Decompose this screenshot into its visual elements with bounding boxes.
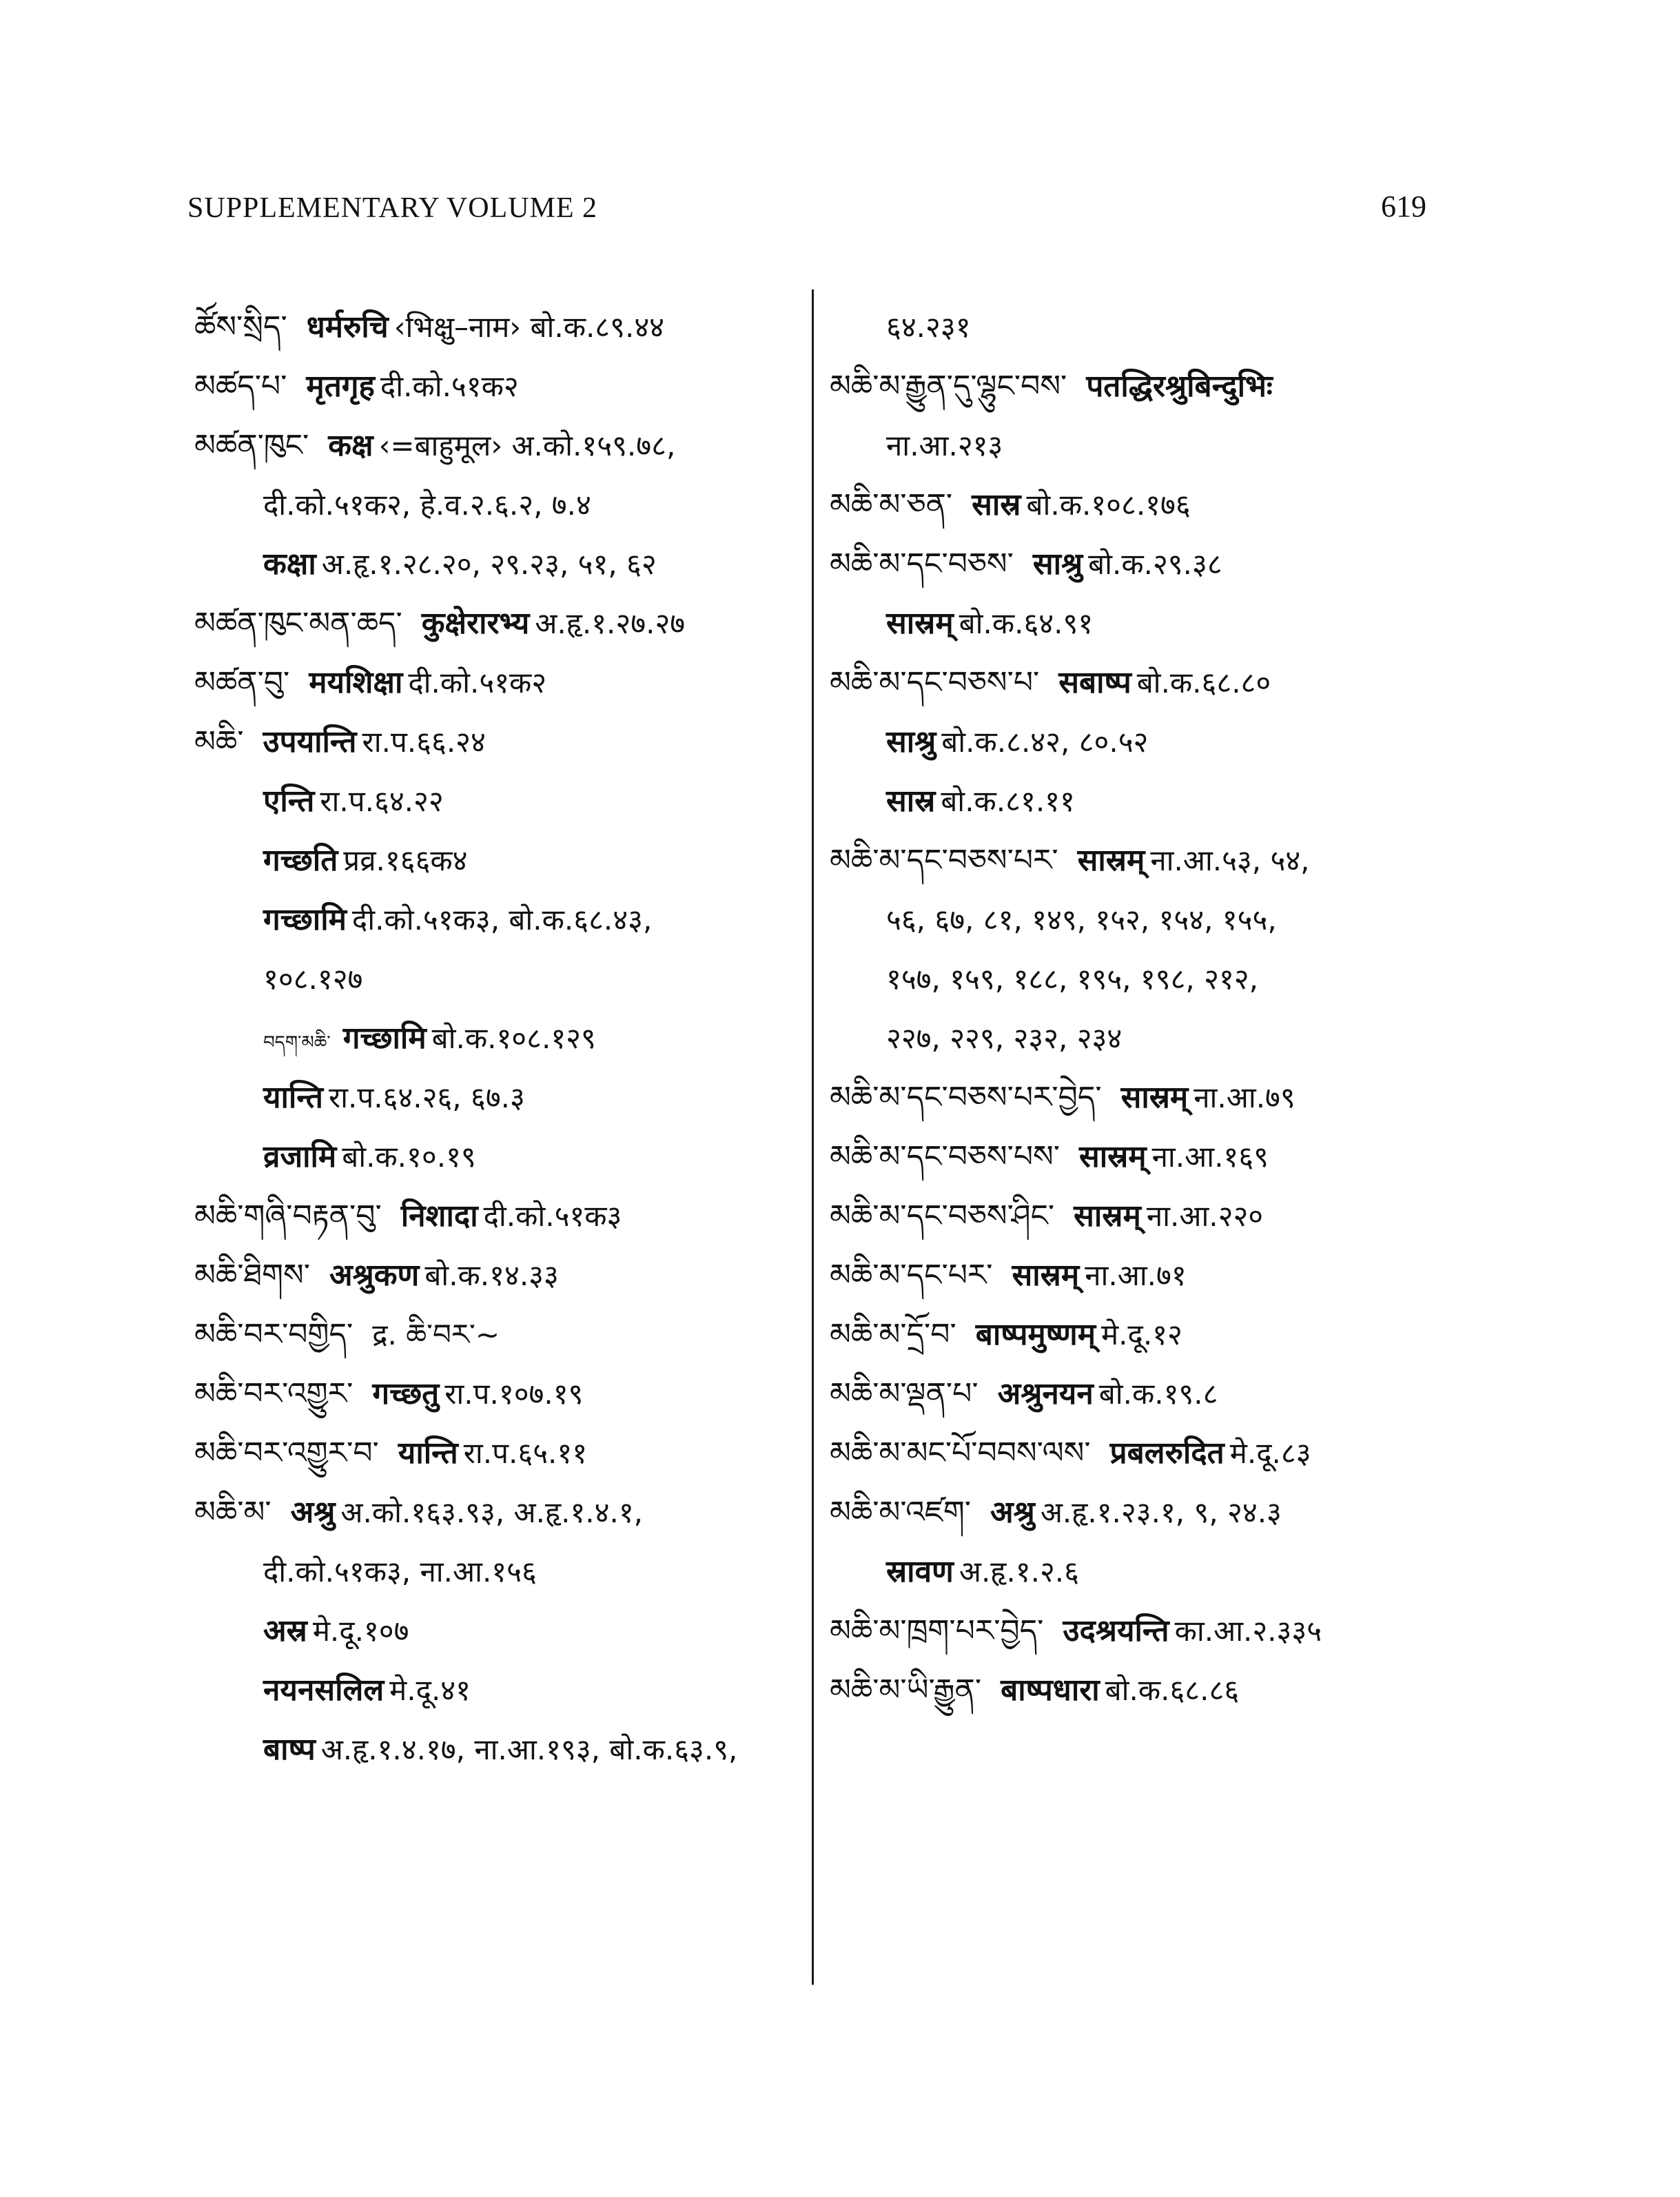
source-reference: बो.क.१०८.१७६	[1026, 488, 1191, 522]
dictionary-entry	[194, 1185, 801, 1245]
entry-continuation	[830, 1541, 1436, 1600]
entry-continuation	[830, 415, 1436, 474]
dictionary-entry	[830, 1067, 1436, 1126]
entry-continuation	[830, 948, 1436, 1008]
tibetan-headword: མཚད་པ་	[194, 369, 287, 404]
dictionary-entry	[194, 711, 801, 770]
sanskrit-equivalent: उदश्रयन्ति	[1063, 1613, 1169, 1648]
entry-continuation	[194, 770, 801, 830]
source-reference: अ.हृ.१.२८.२०, २९.२३, ५१, ६२	[321, 547, 657, 581]
dictionary-entry	[830, 474, 1436, 533]
sanskrit-equivalent: गच्छामि	[342, 1021, 427, 1056]
source-reference: ५६, ६७, ८१, १४९, १५२, १५४, १५५,	[886, 903, 1277, 937]
entry-continuation	[194, 1719, 801, 1778]
dictionary-entry	[194, 1482, 801, 1541]
tibetan-headword: མཆི་གཞི་བརྟན་བུ་	[194, 1198, 382, 1234]
sanskrit-equivalent: सास्रम्	[1078, 1139, 1147, 1174]
dictionary-entry	[194, 1304, 801, 1363]
source-reference: अ.को.१६३.९३, अ.हृ.१.४.१,	[340, 1495, 644, 1529]
source-reference: रा.प.१०७.१९	[444, 1377, 584, 1411]
source-reference: अ.हृ.१.४.१७, ना.आ.१९३, बो.क.६३.९,	[320, 1733, 738, 1766]
sanskrit-equivalent: बाष्पमुष्णम्	[975, 1317, 1096, 1352]
source-reference: ‹=बाहुमूल› अ.को.१५९.७८,	[378, 429, 676, 462]
tibetan-headword: མཚན་བུ་	[194, 665, 290, 700]
source-reference: बो.क.१०८.१२९	[431, 1021, 596, 1055]
sanskrit-equivalent: सास्रम्	[1120, 1080, 1189, 1115]
entry-continuation	[830, 1008, 1436, 1067]
sanskrit-equivalent: बाष्पधारा	[1001, 1673, 1100, 1708]
tibetan-headword: མཆི་མ་ཅན་	[830, 487, 953, 522]
entry-continuation	[194, 474, 801, 533]
source-reference: दी.को.५१क२	[408, 666, 547, 699]
sanskrit-equivalent: कुक्षेरारभ्य	[421, 606, 530, 641]
source-reference: बो.क.६८.८६	[1105, 1673, 1240, 1707]
source-reference: ना.आ.५३, ५४,	[1150, 844, 1310, 877]
dictionary-entry	[194, 1363, 801, 1422]
sanskrit-equivalent: सास्र	[886, 784, 936, 819]
sanskrit-equivalent: मयशिक्षा	[309, 665, 403, 700]
tibetan-headword: མཚན་ཁུང་	[194, 428, 309, 463]
sanskrit-equivalent: सास्रम्	[886, 606, 954, 641]
dictionary-entry	[194, 1422, 801, 1482]
source-reference: द्र. ཆི་བར་~	[372, 1318, 500, 1351]
source-reference: दी.को.५१क२, हे.व.२.६.२, ७.४	[263, 488, 591, 522]
source-reference: बो.क.६४.९१	[959, 606, 1094, 640]
source-reference: ‹भिक्षु–नाम› बो.क.८९.४४	[393, 310, 665, 344]
source-reference: दी.को.५१क३, ना.आ.१५६	[263, 1555, 537, 1588]
dictionary-entry	[830, 1304, 1436, 1363]
entry-continuation	[830, 593, 1436, 652]
sanskrit-equivalent: अश्रुकण	[329, 1258, 420, 1293]
entry-continuation	[830, 711, 1436, 770]
sanskrit-equivalent: सास्रम्	[1012, 1258, 1080, 1293]
source-reference: अ.हृ.१.२७.२७	[535, 606, 686, 640]
source-reference: रा.प.६६.२४	[362, 725, 486, 759]
sanskrit-equivalent: साश्रु	[1032, 546, 1083, 582]
dictionary-entry	[830, 1482, 1436, 1541]
source-reference: बो.क.८.४२, ८०.५२	[941, 725, 1149, 759]
dictionary-entry	[194, 415, 801, 474]
source-reference: मे.दू.८३	[1229, 1436, 1311, 1470]
dictionary-entry	[194, 652, 801, 711]
tibetan-headword: མཆི་མ་ཡི་རྒྱུན་	[830, 1673, 982, 1708]
sanskrit-equivalent: नयनसलिल	[263, 1673, 385, 1708]
sanskrit-equivalent: एन्ति	[263, 784, 315, 819]
tibetan-headword: མཆི་མ་མང་པོ་བབས་ལས་	[830, 1435, 1091, 1471]
page-number: 619	[1381, 190, 1426, 223]
source-reference: बो.क.१९.८	[1098, 1377, 1218, 1411]
tibetan-headword: མཆི་	[194, 724, 244, 759]
left-column	[194, 296, 801, 1778]
dictionary-entry	[194, 1245, 801, 1304]
source-reference: मे.दू.१०७	[312, 1614, 409, 1648]
entry-continuation	[194, 889, 801, 948]
source-reference: २२७, २२९, २३२, २३४	[886, 1021, 1123, 1055]
source-reference: रा.प.६४.२२	[320, 784, 444, 818]
dictionary-entry	[194, 356, 801, 415]
dictionary-entry	[194, 593, 801, 652]
source-reference: का.आ.२.३३५	[1174, 1614, 1322, 1648]
tibetan-headword: མཆི་མ་དང་བཅས་པས་	[830, 1139, 1060, 1174]
dictionary-entry	[830, 652, 1436, 711]
entry-continuation	[830, 296, 1436, 356]
source-reference: रा.प.६४.२६, ६७.३	[328, 1081, 525, 1114]
sanskrit-equivalent: प्रबलरुदित	[1109, 1435, 1225, 1471]
tibetan-headword: མཆི་མ་དྲོ་བ་	[830, 1317, 956, 1352]
entry-continuation	[194, 1600, 801, 1659]
source-reference: अ.हृ.१.२३.१, ९, २४.३	[1040, 1495, 1282, 1529]
dictionary-entry	[194, 296, 801, 356]
tibetan-headword: མཆི་མ་དང་བཅས་པར་	[830, 843, 1058, 878]
sanskrit-equivalent: अश्रुनयन	[997, 1376, 1094, 1411]
sanskrit-equivalent: गच्छति	[263, 843, 338, 878]
entry-continuation	[830, 889, 1436, 948]
source-reference: बो.क.१४.३३	[424, 1258, 559, 1292]
source-reference: दी.को.५१क३	[483, 1199, 622, 1233]
sanskrit-equivalent: सास्रम्	[1074, 1198, 1141, 1234]
dictionary-entry	[830, 1363, 1436, 1422]
tibetan-headword: མཆི་བར་འགྱུར་	[194, 1376, 354, 1411]
tibetan-headword: མཆི་མ་འཛག་	[830, 1495, 972, 1530]
sanskrit-equivalent: बाष्प	[263, 1732, 316, 1767]
sanskrit-equivalent: उपयान्ति	[263, 724, 357, 759]
source-reference: बो.क.१०.१९	[342, 1140, 476, 1174]
tibetan-headword: མཆི་མ་དང་བཅས་ཤིང་	[830, 1198, 1055, 1234]
sanskrit-equivalent: व्रजामि	[263, 1139, 337, 1174]
sanskrit-equivalent: साश्रु	[886, 724, 936, 759]
tibetan-headword: མཆི་མ་རྒྱུན་དུ་ལྷུང་བས་	[830, 369, 1067, 404]
sanskrit-equivalent: स्रावण	[886, 1554, 954, 1589]
tibetan-headword: མཆི་མ་དང་བཅས་པ་	[830, 665, 1040, 700]
tibetan-subheadword: བདག་མཆི་	[263, 1032, 331, 1053]
dictionary-entry	[830, 1422, 1436, 1482]
sanskrit-equivalent: सबाष्प	[1058, 665, 1131, 700]
dictionary-entry	[830, 1245, 1436, 1304]
source-reference: दी.को.५१क३, बो.क.६८.४३,	[351, 903, 653, 937]
tibetan-headword: ཚོས་སྲིད་	[194, 309, 287, 345]
right-column	[830, 296, 1436, 1719]
tibetan-headword: མཆི་ཐིགས་	[194, 1258, 310, 1293]
tibetan-headword: མཆི་བར་བགྱིད་	[194, 1317, 354, 1352]
running-head: SUPPLEMENTARY VOLUME 2	[187, 192, 598, 224]
sanskrit-equivalent: यान्ति	[398, 1435, 458, 1471]
sanskrit-equivalent: कक्ष	[328, 428, 373, 463]
tibetan-headword: མཆི་མ་	[194, 1495, 272, 1530]
source-reference: १५७, १५९, १८८, १९५, १९८, २१२,	[886, 962, 1258, 996]
entry-continuation	[194, 1659, 801, 1719]
sanskrit-equivalent: पतद्धिरश्रुबिन्दुभिः	[1086, 369, 1273, 404]
dictionary-entry	[830, 1126, 1436, 1185]
tibetan-headword: མཆི་མ་ལྡན་པ་	[830, 1376, 979, 1411]
tibetan-headword: མཆི་མ་དང་བཅས་པར་བྱེད་	[830, 1080, 1102, 1115]
entry-continuation	[830, 770, 1436, 830]
sanskrit-equivalent: मृतगृह	[306, 369, 375, 404]
source-reference: ना.आ.१६९	[1151, 1140, 1269, 1174]
sanskrit-equivalent: अस्र	[263, 1613, 307, 1648]
tibetan-headword: མཆི་མ་དང་བཅས་	[830, 546, 1014, 582]
entry-continuation	[194, 830, 801, 889]
source-reference: रा.प.६५.११	[463, 1436, 588, 1470]
dictionary-entry	[830, 533, 1436, 593]
source-reference: ६४.२३१	[886, 310, 971, 344]
entry-continuation	[194, 948, 801, 1008]
source-reference: ना.आ.७१	[1085, 1258, 1187, 1292]
source-reference: १०८.१२७	[263, 962, 363, 996]
source-reference: ना.आ.२१३	[886, 429, 1003, 462]
sanskrit-equivalent: अश्रु	[990, 1495, 1035, 1530]
entry-continuation	[194, 1008, 801, 1067]
tibetan-headword: མཆི་བར་འགྱུར་བ་	[194, 1435, 379, 1471]
source-reference: बो.क.२९.३८	[1088, 547, 1222, 581]
tibetan-headword: མཆི་མ་དང་པར་	[830, 1258, 993, 1293]
sanskrit-equivalent: निशादा	[400, 1198, 478, 1234]
entry-continuation	[194, 1067, 801, 1126]
sanskrit-equivalent: सास्रम्	[1077, 843, 1145, 878]
source-reference: अ.हृ.१.२.६	[959, 1555, 1079, 1588]
entry-continuation	[194, 1126, 801, 1185]
dictionary-entry	[830, 356, 1436, 415]
dictionary-entry	[830, 1659, 1436, 1719]
source-reference: बो.क.६८.८०	[1136, 666, 1271, 699]
sanskrit-equivalent: कक्षा	[263, 546, 316, 582]
dictionary-entry	[830, 1600, 1436, 1659]
dictionary-entry	[830, 830, 1436, 889]
column-divider	[812, 289, 814, 1985]
sanskrit-equivalent: सास्र	[972, 487, 1021, 522]
source-reference: प्रव्र.१६६क४	[343, 844, 468, 877]
source-reference: मे.दू.१२	[1101, 1318, 1182, 1351]
source-reference: दी.को.५१क२	[380, 369, 519, 403]
entry-continuation	[194, 1541, 801, 1600]
sanskrit-equivalent: गच्छामि	[263, 902, 347, 937]
source-reference: ना.आ.७९	[1194, 1081, 1295, 1114]
source-reference: मे.दू.४१	[389, 1673, 471, 1707]
tibetan-headword: མཆི་མ་ཁྲག་པར་བྱེད་	[830, 1613, 1044, 1648]
source-reference: बो.क.८१.११	[941, 784, 1075, 818]
source-reference: ना.आ.२२०	[1146, 1199, 1264, 1233]
sanskrit-equivalent: गच्छतु	[372, 1376, 440, 1411]
sanskrit-equivalent: यान्ति	[263, 1080, 323, 1115]
tibetan-headword: མཚན་ཁུང་མན་ཆད་	[194, 606, 402, 641]
dictionary-entry	[830, 1185, 1436, 1245]
sanskrit-equivalent: अश्रु	[290, 1495, 336, 1530]
sanskrit-equivalent: धर्मरुचि	[306, 309, 389, 345]
entry-continuation	[194, 533, 801, 593]
